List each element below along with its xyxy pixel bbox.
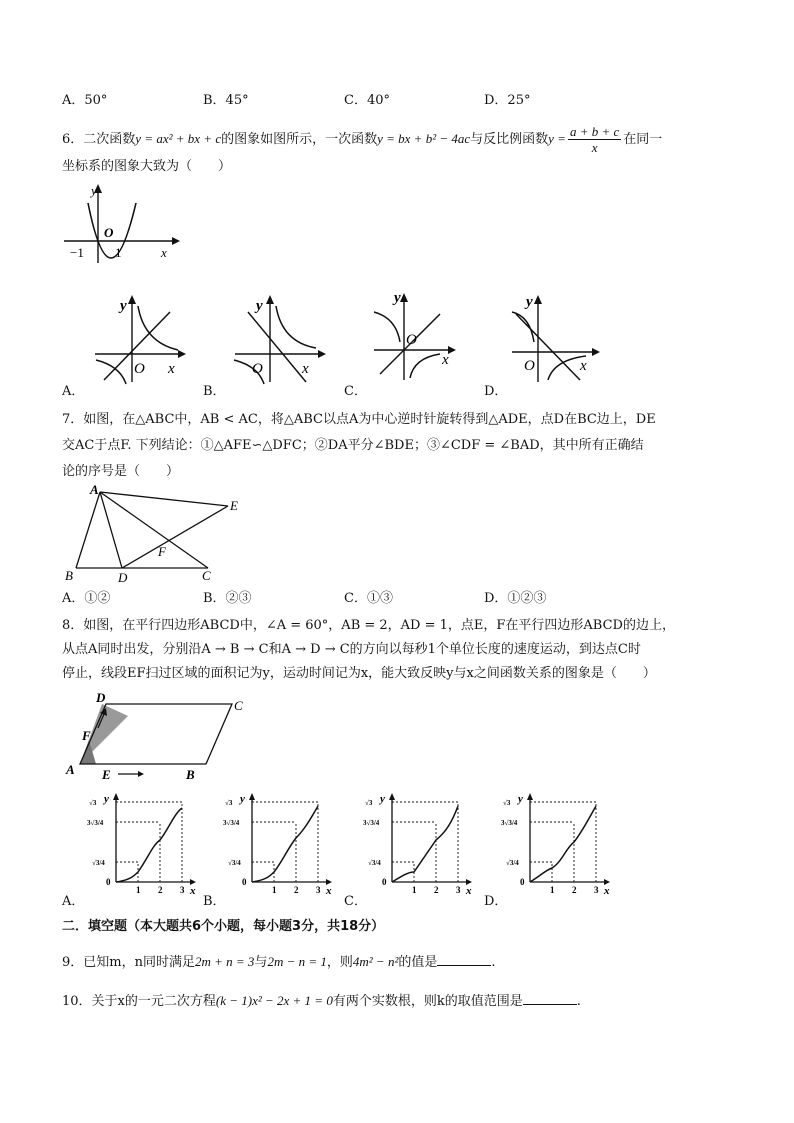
tick-sqrt3: √3 xyxy=(503,799,511,807)
q9-mid2: ，则 xyxy=(326,955,353,970)
x-axis-arrow xyxy=(448,346,456,354)
q5-option-d: D．25° xyxy=(484,93,531,108)
origin-label: 0 xyxy=(520,877,525,887)
q6-pre: 二次函数 xyxy=(83,132,136,147)
tick-x1: 1 xyxy=(136,885,141,895)
origin-label: O xyxy=(524,358,535,374)
origin-label: O xyxy=(252,361,263,377)
x-label: x xyxy=(168,361,175,377)
hyperbola-branch-2 xyxy=(410,354,440,378)
q8-parallelogram-figure xyxy=(62,688,252,784)
tick-sqrt3-4: √3/4 xyxy=(92,859,105,867)
hyperbola-branch-1 xyxy=(276,306,316,348)
y-label: y xyxy=(104,793,109,805)
x-axis-arrow xyxy=(172,237,180,245)
function-curve xyxy=(392,806,458,882)
tick-x3: 3 xyxy=(456,885,461,895)
y-axis-arrow xyxy=(266,295,274,304)
q6-graph-d xyxy=(508,290,608,385)
x-label: x xyxy=(161,245,167,260)
q7-option-a: A．①② xyxy=(62,591,111,606)
y-axis-arrow xyxy=(249,793,255,800)
q6-tail: 在同一 xyxy=(623,132,663,147)
y-label: y xyxy=(394,290,401,306)
hyperbola-branch-1 xyxy=(374,312,400,342)
tick-sqrt3-4: √3/4 xyxy=(368,859,381,867)
y-axis-arrow xyxy=(389,793,395,800)
origin-label: O xyxy=(104,225,114,240)
x-label: x xyxy=(442,352,449,368)
label-b: B xyxy=(186,767,195,782)
x-label: x xyxy=(604,885,610,896)
q7-option-c: C．①③ xyxy=(344,591,393,606)
y-label: y xyxy=(526,294,533,310)
q9-stem xyxy=(62,953,496,972)
q8-graph-d xyxy=(500,792,612,896)
q6-parabola-figure xyxy=(60,183,180,265)
q6-fraction-numerator: a + b + c xyxy=(569,124,620,139)
q8-option-b: B． xyxy=(203,894,226,909)
segment-ae xyxy=(100,492,228,506)
tick-x3: 3 xyxy=(594,885,599,895)
q8-stem-line2: 从点A同时出发，分别沿A → B → C和A → D → C的方向以每秒1个单位长度的速度运动，到达点C时 xyxy=(62,642,641,657)
section-2-title: 二．填空题（本大题共6个小题，每小题3分，共18分） xyxy=(62,919,385,934)
tick-sqrt3-4: √3/4 xyxy=(506,859,519,867)
q6-formula-lhs: y = xyxy=(548,131,566,146)
origin-label: O xyxy=(134,361,145,377)
y-label: y xyxy=(91,183,97,198)
tick-x3: 3 xyxy=(316,885,321,895)
q8-stem-line1: 8．如图，在平行四边形ABCD中，∠A = 60°，AB = 2，AD = 1，点E，F在平行四边形ABCD的边上， xyxy=(62,618,675,633)
q6-option-a: A． xyxy=(62,384,85,399)
tick-x2: 2 xyxy=(158,885,163,895)
q10-mid: 有两个实数根，则k的取值范围是 xyxy=(332,994,523,1009)
q7-triangle-figure xyxy=(60,482,250,586)
label-a: A xyxy=(90,482,99,497)
tick-x1: 1 xyxy=(550,885,555,895)
tick-sqrt3: √3 xyxy=(225,799,233,807)
tick-3sqrt3-4: 3√3/4 xyxy=(363,819,380,827)
q8-option-a: A． xyxy=(62,894,85,909)
x-label: x xyxy=(302,361,309,377)
label-d: D xyxy=(96,690,106,705)
label-b: B xyxy=(65,568,73,583)
q9-equation-1: 2m + n = 3 xyxy=(194,954,255,969)
hyperbola-branch-1 xyxy=(138,306,178,350)
q6-formula-quadratic: y = ax² + bx + c xyxy=(135,131,222,146)
tick-x3: 3 xyxy=(180,885,185,895)
label-e: E xyxy=(230,498,238,513)
tick-sqrt3: √3 xyxy=(365,799,373,807)
q6-fraction xyxy=(568,124,621,155)
q5-option-a: A．50° xyxy=(62,93,108,108)
tick-x2: 2 xyxy=(294,885,299,895)
function-curve xyxy=(116,808,182,882)
q6-option-b: B． xyxy=(203,384,226,399)
y-axis-arrow xyxy=(113,793,119,800)
q9-equation-2: 2m − n = 1 xyxy=(267,954,327,969)
tick-3sqrt3-4: 3√3/4 xyxy=(87,819,104,827)
y-label: y xyxy=(380,793,385,805)
tick-3sqrt3-4: 3√3/4 xyxy=(501,819,518,827)
q9-answer-blank[interactable] xyxy=(437,953,491,966)
tick-x1: 1 xyxy=(412,885,417,895)
q6-graph-a xyxy=(90,290,190,385)
tick-x1: 1 xyxy=(272,885,277,895)
q9-tail: 的值是 xyxy=(398,955,438,970)
q8-graph-a xyxy=(86,792,198,896)
tick-x2: 2 xyxy=(434,885,439,895)
q10-pre: 10．关于x的一元二次方程 xyxy=(62,994,216,1009)
y-label: y xyxy=(256,298,263,314)
label-a: A xyxy=(66,762,75,777)
q9-end: . xyxy=(491,955,496,970)
x-label: x xyxy=(466,885,472,896)
tick-x2: 2 xyxy=(572,885,577,895)
q6-fraction-denominator: x xyxy=(591,140,598,155)
x-axis-arrow xyxy=(318,350,326,358)
label-f: F xyxy=(82,728,91,743)
q6-mid2: 与反比例函数 xyxy=(470,132,549,147)
arrow-e-head xyxy=(138,771,144,777)
q6-option-d: D． xyxy=(484,384,508,399)
q8-stem-line3: 停止，线段EF扫过区域的面积记为y，运动时间记为x，能大致反映y与x之间函数关系的图象是（ ） xyxy=(62,666,656,681)
q9-mid: 与 xyxy=(254,955,268,970)
q7-option-d: D．①②③ xyxy=(484,591,547,606)
q8-option-d: D． xyxy=(484,894,508,909)
one-label: 1 xyxy=(115,245,122,260)
q10-answer-blank[interactable] xyxy=(523,992,577,1005)
q7-stem-line3: 论的序号是（ ） xyxy=(62,464,180,479)
segment-ac xyxy=(100,492,208,568)
label-f: F xyxy=(158,544,166,559)
y-axis-arrow xyxy=(527,793,533,800)
y-axis-arrow xyxy=(400,293,408,302)
x-axis-arrow xyxy=(178,350,186,358)
tick-3sqrt3-4: 3√3/4 xyxy=(223,819,240,827)
q6-mid1: 的图象如图所示，一次函数 xyxy=(221,132,378,147)
neg-one-label: −1 xyxy=(70,245,84,260)
label-c: C xyxy=(202,568,211,583)
x-label: x xyxy=(580,358,587,374)
q8-option-c: C． xyxy=(344,894,367,909)
q8-graph-c xyxy=(362,792,474,896)
q6-number: 6． xyxy=(62,132,84,147)
origin-label: 0 xyxy=(106,877,111,887)
x-label: x xyxy=(326,885,332,896)
label-c: C xyxy=(234,698,243,713)
q8-graph-b xyxy=(222,792,334,896)
hyperbola-branch-1 xyxy=(512,312,534,342)
tick-sqrt3: √3 xyxy=(89,799,97,807)
segment-ab xyxy=(76,492,100,568)
q6-formula-linear: y = bx + b² − 4ac xyxy=(377,131,471,146)
x-label: x xyxy=(190,885,196,896)
q6-graph-b xyxy=(230,290,330,385)
q5-option-b: B．45° xyxy=(203,93,249,108)
q6-option-c: C． xyxy=(344,384,367,399)
y-axis-arrow xyxy=(534,295,542,304)
function-curve xyxy=(252,806,318,882)
label-d: D xyxy=(118,570,128,585)
q9-expression: 4m² − n² xyxy=(352,954,399,969)
q7-option-b: B．②③ xyxy=(203,591,252,606)
segment-de xyxy=(122,506,228,568)
q10-equation: (k − 1)x² − 2x + 1 = 0 xyxy=(215,993,333,1008)
q5-option-c: C．40° xyxy=(344,93,390,108)
y-axis-arrow xyxy=(128,295,136,304)
q9-pre: 9．已知m，n同时满足 xyxy=(62,955,195,970)
y-label: y xyxy=(518,793,523,805)
tick-sqrt3-4: √3/4 xyxy=(228,859,241,867)
function-curve xyxy=(530,806,596,882)
origin-label: O xyxy=(406,332,417,348)
q7-stem-line1: 7．如图，在△ABC中，AB < AC，将△ABC以点A为中心逆时针旋转得到△ADE，点D在BC边上，DE xyxy=(62,412,656,427)
q7-stem-line2: 交AC于点F. 下列结论：①△AFE∽△DFC；②DA平分∠BDE；③∠CDF = ∠BAD，其中所有正确结 xyxy=(62,438,644,453)
q6-stem-line1 xyxy=(62,124,662,155)
q10-end: . xyxy=(576,994,581,1009)
q6-stem-line2: 坐标系的图象大致为（ ） xyxy=(62,159,232,174)
y-label: y xyxy=(240,793,245,805)
q10-stem xyxy=(62,992,581,1011)
origin-label: 0 xyxy=(242,877,247,887)
x-axis-arrow xyxy=(592,348,600,356)
segment-ad xyxy=(100,492,122,568)
label-e: E xyxy=(102,767,111,782)
q6-graph-c xyxy=(370,288,470,383)
origin-label: 0 xyxy=(382,877,387,887)
y-label: y xyxy=(120,298,127,314)
